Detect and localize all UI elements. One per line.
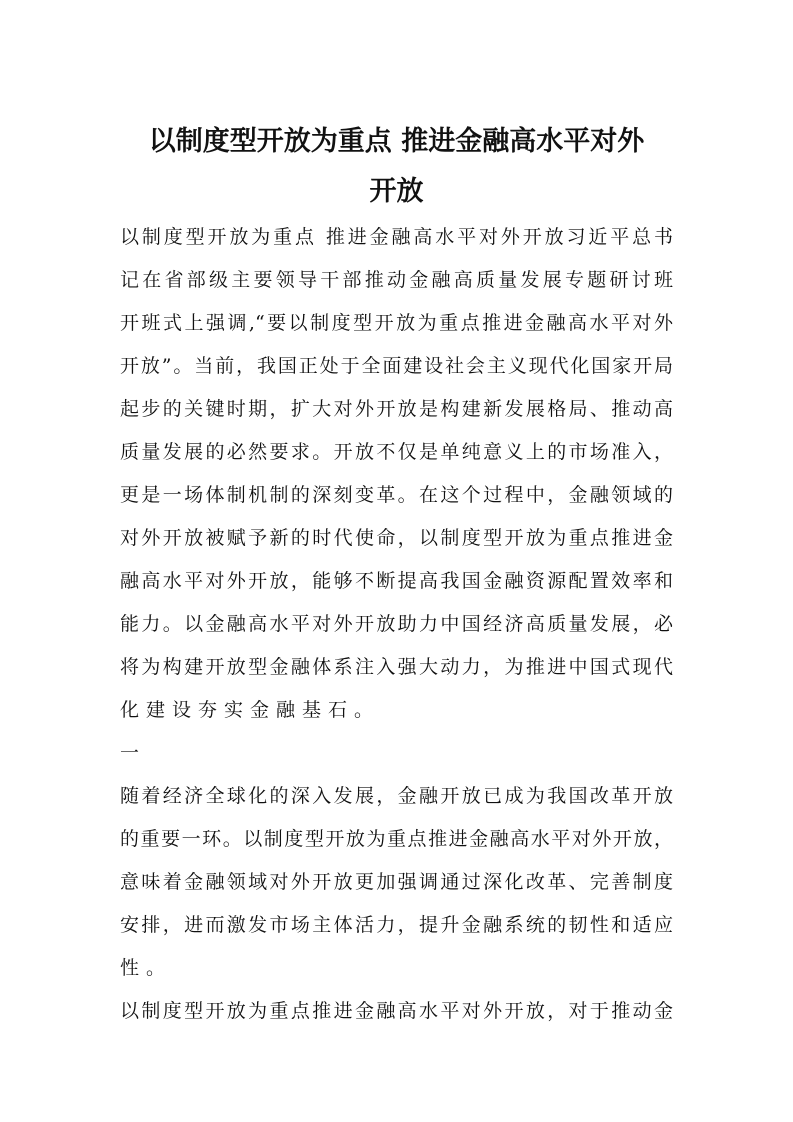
body-line: 意味着金融领域对外开放更加强调通过深化改革、完善制度: [120, 871, 673, 893]
body-line: 开班式上强调,“要以制度型开放为重点推进金融高水平对外: [120, 312, 673, 334]
body-line: 的重要一环。以制度型开放为重点推进金融高水平对外开放，: [120, 828, 673, 850]
body-line: 性。: [120, 957, 173, 979]
body-line: 随着经济全球化的深入发展，金融开放已成为我国改革开放: [120, 785, 673, 807]
body-line: 记在省部级主要领导干部推动金融高质量发展专题研讨班: [120, 269, 673, 291]
section-number: 一: [120, 742, 147, 764]
body-line: 质量发展的必然要求。开放不仅是单纯意义上的市场准入，: [120, 441, 673, 463]
document-body: [120, 220, 673, 1037]
body-line: 融高水平对外开放，能够不断提高我国金融资源配置效率和: [120, 570, 673, 592]
body-line: 化建设夯实金融基石。: [120, 699, 381, 721]
document-title-line-1: 以制度型开放为重点 推进金融高水平对外: [148, 126, 645, 157]
body-line: 更是一场体制机制的深刻变革。在这个过程中，金融领域的: [120, 484, 673, 506]
body-line: 以制度型开放为重点 推进金融高水平对外开放习近平总书: [120, 226, 673, 248]
document-title-line-2: 开放: [369, 176, 424, 207]
body-line: 对外开放被赋予新的时代使命，以制度型开放为重点推进金: [120, 527, 673, 549]
body-line: 以制度型开放为重点推进金融高水平对外开放，对于推动金: [120, 1000, 673, 1022]
body-line: 起步的关键时期，扩大对外开放是构建新发展格局、推动高: [120, 398, 673, 420]
body-line: 安排，进而激发市场主体活力，提升金融系统的韧性和适应: [120, 914, 673, 936]
body-line: 能力。以金融高水平对外开放助力中国经济高质量发展，必: [120, 613, 673, 635]
body-line: 将为构建开放型金融体系注入强大动力，为推进中国式现代: [120, 656, 673, 678]
body-line: 开放”。当前，我国正处于全面建设社会主义现代化国家开局: [120, 355, 673, 377]
